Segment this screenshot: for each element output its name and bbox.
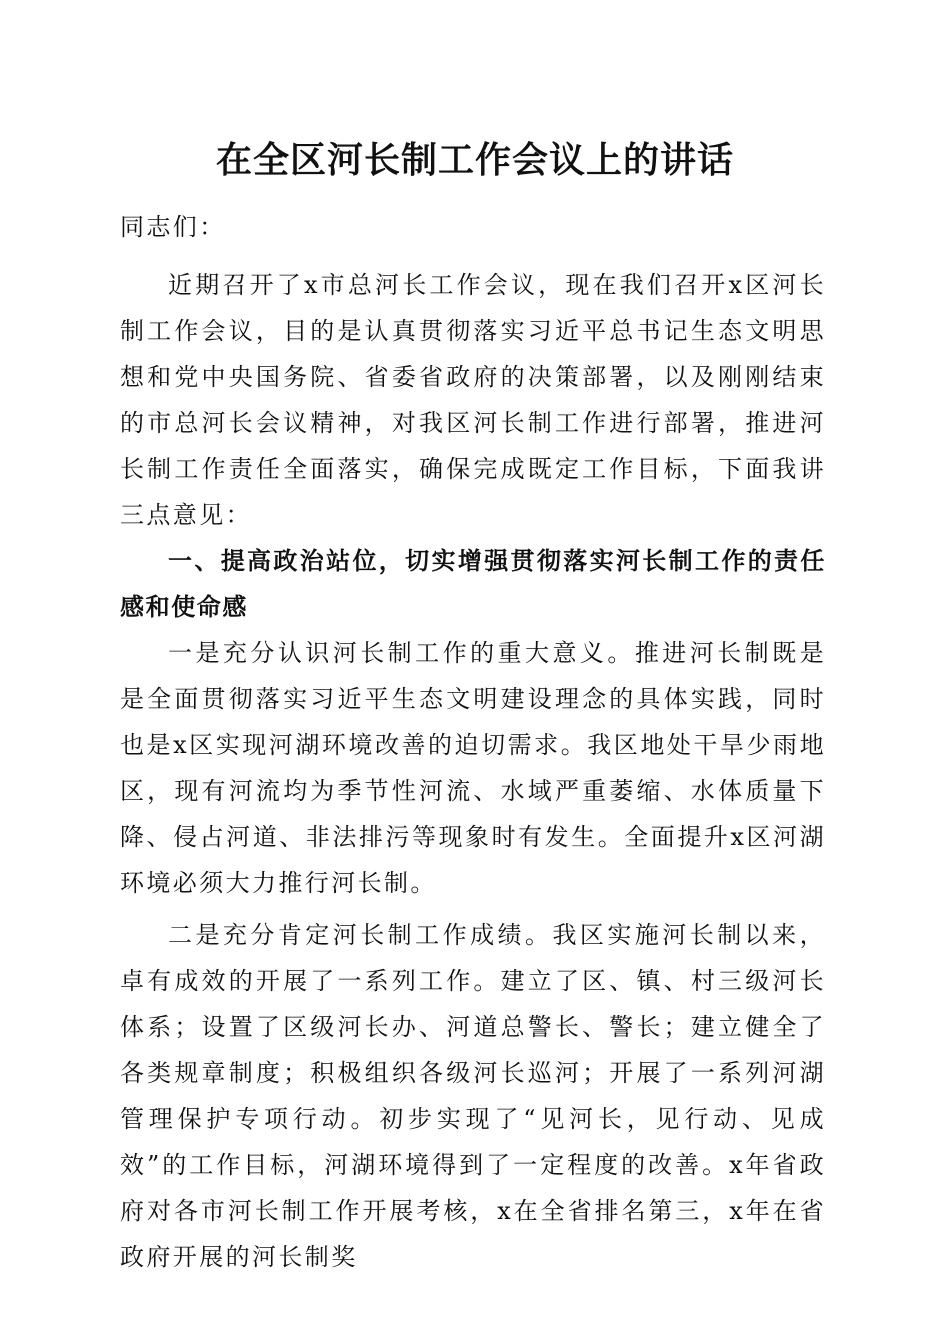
document-title: 在全区河长制工作会议上的讲话 <box>215 139 734 181</box>
point-1-paragraph: 一是充分认识河长制工作的重大意义。推进河长制既是是全面贯彻落实习近平生态文明建设理念的具体实践，同时也是x区实现河湖环境改善的迫切需求。我区地处干旱少雨地区，现有河流均为季节性河流、水域严重萎缩、水体质量下降、侵占河道、非法排污等现象时有发生。全面提升x区河湖环境必须大力推行河长制。 <box>120 639 826 897</box>
salutation: 同志们： <box>120 213 226 241</box>
document-body <box>120 204 826 1280</box>
section-heading-1: 一、提高政治站位，切实增强贯彻落实河长制工作的责任感和使命感 <box>120 547 826 621</box>
intro-paragraph: 近期召开了x市总河长工作会议，现在我们召开x区河长制工作会议，目的是认真贯彻落实习近平总书记生态文明思想和党中央国务院、省委省政府的决策部署，以及刚刚结束的市总河长会议精神，对我区河长制工作进行部署，推进河长制工作责任全面落实，确保完成既定工作目标，下面我讲三点意见： <box>120 271 826 529</box>
point-2-paragraph: 二是充分肯定河长制工作成绩。我区实施河长制以来，卓有成效的开展了一系列工作。建立了区、镇、村三级河长体系；设置了区级河长办、河道总警长、警长；建立健全了各类规章制度；积极组织各级河长巡河；开展了一系列河湖管理保护专项行动。初步实现了“见河长，见行动、见成效”的工作目标，河湖环境得到了一定程度的改善。x年省政府对各市河长制工作开展考核，x在全省排名第三，x年在省政府开展的河长制奖 <box>120 921 826 1271</box>
